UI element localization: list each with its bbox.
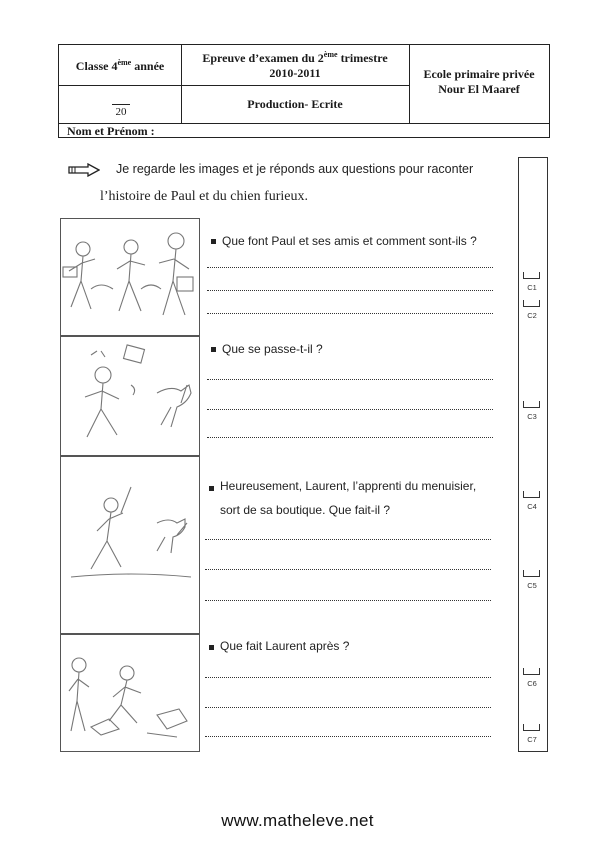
score-box[interactable] (523, 724, 540, 731)
arrow-right-icon (68, 163, 100, 177)
answer-line[interactable] (207, 312, 493, 314)
answer-line[interactable] (207, 289, 493, 291)
score-fraction-line (112, 104, 130, 105)
answer-line[interactable] (205, 568, 491, 570)
bullet-icon (209, 486, 214, 491)
bullet-icon (211, 347, 216, 352)
criterion-c3: C3 (527, 412, 537, 421)
subject-title: Production- Ecrite (247, 97, 343, 111)
answer-line[interactable] (207, 408, 493, 410)
question-3-line-1: Heureusement, Laurent, l’apprenti du menuisier, (220, 479, 477, 493)
name-label: Nom et Prénom : (67, 124, 155, 138)
website-footer: www.matheleve.net (221, 811, 374, 830)
criterion-c7: C7 (527, 735, 537, 744)
score-total: 20 (115, 106, 127, 118)
bullet-icon (211, 239, 216, 244)
score-box[interactable] (523, 401, 540, 408)
story-image-2 (60, 336, 200, 456)
answer-line[interactable] (207, 436, 493, 438)
instruction-line-2: l’histoire de Paul et du chien furieux. (100, 189, 308, 204)
story-image-3 (60, 456, 200, 634)
score-box[interactable] (523, 570, 540, 577)
answer-line[interactable] (205, 538, 491, 540)
story-image-4 (60, 634, 200, 752)
story-image-1 (60, 218, 200, 336)
criteria-column (518, 157, 548, 752)
criterion-c6: C6 (527, 679, 537, 688)
question-2: Que se passe-t-il ? (222, 342, 323, 356)
bullet-icon (209, 645, 214, 650)
class-label: Classe 4ème année (75, 58, 165, 73)
answer-line[interactable] (205, 706, 491, 708)
answer-line[interactable] (207, 378, 493, 380)
answer-line[interactable] (205, 599, 491, 601)
question-1: Que font Paul et ses amis et comment sont-ils ? (222, 234, 477, 248)
header-table (58, 44, 550, 138)
divider (181, 85, 409, 86)
criterion-c4: C4 (527, 502, 537, 511)
answer-line[interactable] (205, 735, 491, 737)
school-name: Ecole primaire privée Nour El Maaref (423, 67, 535, 96)
criterion-c1: C1 (527, 283, 537, 292)
score-box[interactable] (523, 491, 540, 498)
question-3-line-2: sort de sa boutique. Que fait-il ? (220, 503, 391, 517)
answer-line[interactable] (207, 266, 493, 268)
question-4: Que fait Laurent après ? (220, 639, 350, 653)
instruction-line-1: Je regarde les images et je réponds aux questions pour raconter (116, 162, 474, 176)
score-box[interactable] (523, 668, 540, 675)
divider (59, 85, 181, 86)
exam-title: Epreuve d’examen du 2ème trimestre 2010-2011 (202, 50, 388, 80)
answer-line[interactable] (205, 676, 491, 678)
criterion-c2: C2 (527, 311, 537, 320)
criterion-c5: C5 (527, 581, 537, 590)
score-box[interactable] (523, 272, 540, 279)
score-box[interactable] (523, 300, 540, 307)
